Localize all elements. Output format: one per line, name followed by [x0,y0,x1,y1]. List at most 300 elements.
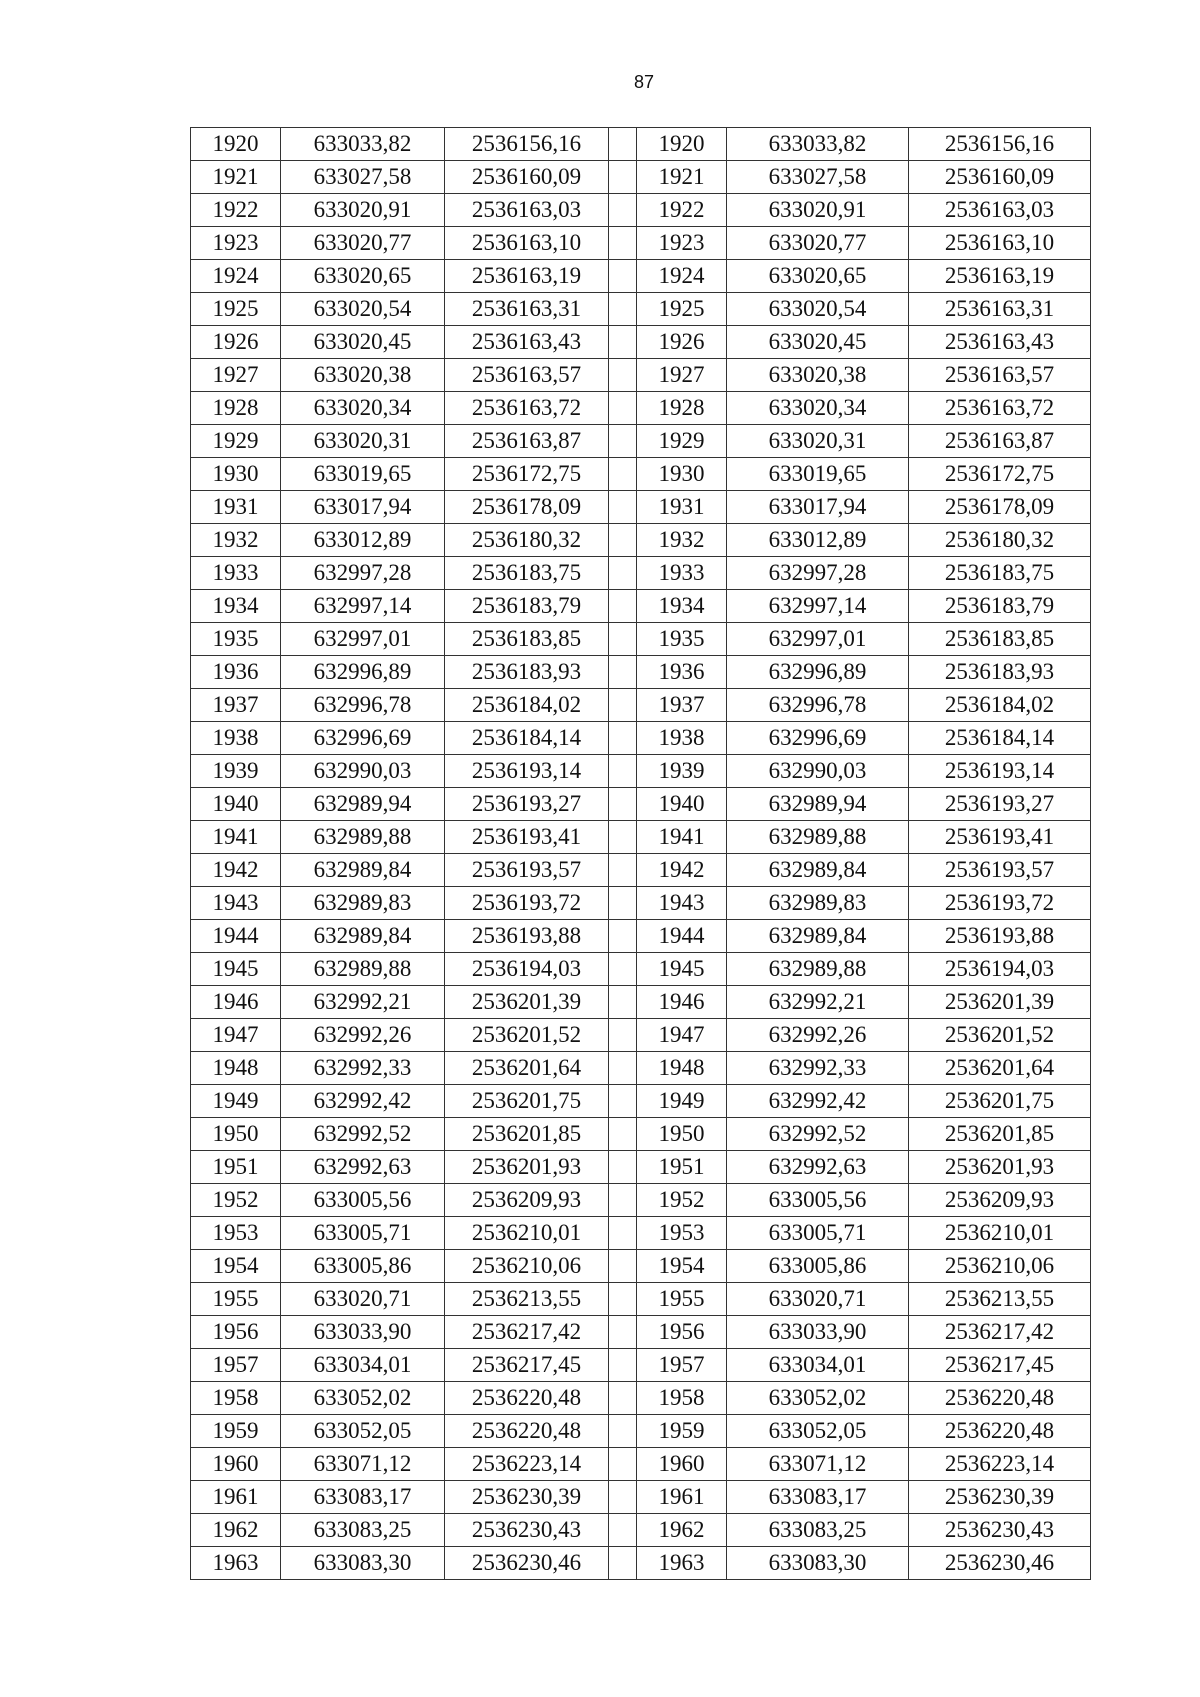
y-coordinate-cell-duplicate: 2536194,03 [909,953,1091,986]
table-row [191,656,1091,689]
x-coordinate-cell: 633052,02 [281,1382,445,1415]
y-coordinate-cell-duplicate: 2536184,02 [909,689,1091,722]
y-coordinate-cell-duplicate: 2536193,57 [909,854,1091,887]
x-coordinate-cell: 633017,94 [281,491,445,524]
table-row [191,821,1091,854]
x-coordinate-cell: 633020,38 [281,359,445,392]
table-row [191,1052,1091,1085]
empty-separator-cell [609,1118,637,1151]
y-coordinate-cell: 2536223,14 [445,1448,609,1481]
y-coordinate-cell: 2536201,85 [445,1118,609,1151]
y-coordinate-cell: 2536180,32 [445,524,609,557]
empty-separator-cell [609,326,637,359]
x-coordinate-cell: 633005,56 [281,1184,445,1217]
x-coordinate-cell-duplicate: 633012,89 [727,524,909,557]
point-number-cell: 1920 [191,128,281,161]
point-number-cell: 1941 [191,821,281,854]
table-row [191,1184,1091,1217]
y-coordinate-cell-duplicate: 2536163,31 [909,293,1091,326]
table-row [191,1151,1091,1184]
x-coordinate-cell-duplicate: 633020,71 [727,1283,909,1316]
x-coordinate-cell: 632989,84 [281,854,445,887]
x-coordinate-cell-duplicate: 632992,63 [727,1151,909,1184]
empty-separator-cell [609,392,637,425]
point-number-cell: 1962 [191,1514,281,1547]
empty-separator-cell [609,1151,637,1184]
x-coordinate-cell-duplicate: 633083,25 [727,1514,909,1547]
table-row [191,887,1091,920]
empty-separator-cell [609,986,637,1019]
y-coordinate-cell-duplicate: 2536209,93 [909,1184,1091,1217]
table-row [191,491,1091,524]
point-number-cell-duplicate: 1953 [637,1217,727,1250]
y-coordinate-cell: 2536209,93 [445,1184,609,1217]
point-number-cell: 1953 [191,1217,281,1250]
empty-separator-cell [609,821,637,854]
point-number-cell: 1923 [191,227,281,260]
point-number-cell: 1934 [191,590,281,623]
empty-separator-cell [609,623,637,656]
y-coordinate-cell-duplicate: 2536172,75 [909,458,1091,491]
table-row [191,260,1091,293]
table-row [191,1481,1091,1514]
y-coordinate-cell: 2536163,19 [445,260,609,293]
x-coordinate-cell: 633020,65 [281,260,445,293]
point-number-cell: 1931 [191,491,281,524]
y-coordinate-cell-duplicate: 2536201,85 [909,1118,1091,1151]
y-coordinate-cell: 2536220,48 [445,1382,609,1415]
point-number-cell: 1959 [191,1415,281,1448]
x-coordinate-cell: 633005,71 [281,1217,445,1250]
table-row [191,1217,1091,1250]
y-coordinate-cell: 2536230,43 [445,1514,609,1547]
y-coordinate-cell: 2536193,41 [445,821,609,854]
table-row [191,1415,1091,1448]
y-coordinate-cell: 2536163,10 [445,227,609,260]
point-number-cell: 1950 [191,1118,281,1151]
point-number-cell: 1952 [191,1184,281,1217]
empty-separator-cell [609,1316,637,1349]
x-coordinate-cell-duplicate: 632996,89 [727,656,909,689]
x-coordinate-cell: 633020,77 [281,227,445,260]
point-number-cell: 1943 [191,887,281,920]
point-number-cell: 1957 [191,1349,281,1382]
point-number-cell: 1956 [191,1316,281,1349]
x-coordinate-cell: 633083,25 [281,1514,445,1547]
table-row [191,1349,1091,1382]
coordinates-table-body [191,128,1091,1580]
x-coordinate-cell: 633083,17 [281,1481,445,1514]
x-coordinate-cell-duplicate: 632989,88 [727,821,909,854]
point-number-cell: 1933 [191,557,281,590]
empty-separator-cell [609,590,637,623]
y-coordinate-cell-duplicate: 2536163,43 [909,326,1091,359]
point-number-cell: 1928 [191,392,281,425]
x-coordinate-cell-duplicate: 632997,01 [727,623,909,656]
y-coordinate-cell-duplicate: 2536217,42 [909,1316,1091,1349]
y-coordinate-cell-duplicate: 2536163,10 [909,227,1091,260]
point-number-cell: 1942 [191,854,281,887]
empty-separator-cell [609,1547,637,1580]
empty-separator-cell [609,1184,637,1217]
y-coordinate-cell: 2536183,75 [445,557,609,590]
y-coordinate-cell-duplicate: 2536184,14 [909,722,1091,755]
point-number-cell: 1963 [191,1547,281,1580]
point-number-cell: 1939 [191,755,281,788]
y-coordinate-cell: 2536172,75 [445,458,609,491]
y-coordinate-cell: 2536193,72 [445,887,609,920]
y-coordinate-cell-duplicate: 2536220,48 [909,1415,1091,1448]
x-coordinate-cell: 633083,30 [281,1547,445,1580]
table-row [191,227,1091,260]
x-coordinate-cell-duplicate: 632992,52 [727,1118,909,1151]
y-coordinate-cell-duplicate: 2536201,39 [909,986,1091,1019]
y-coordinate-cell: 2536163,03 [445,194,609,227]
table-row [191,161,1091,194]
point-number-cell-duplicate: 1938 [637,722,727,755]
empty-separator-cell [609,1415,637,1448]
point-number-cell: 1936 [191,656,281,689]
y-coordinate-cell: 2536163,72 [445,392,609,425]
point-number-cell-duplicate: 1939 [637,755,727,788]
point-number-cell-duplicate: 1927 [637,359,727,392]
point-number-cell-duplicate: 1945 [637,953,727,986]
table-row [191,1118,1091,1151]
point-number-cell-duplicate: 1961 [637,1481,727,1514]
empty-separator-cell [609,128,637,161]
point-number-cell-duplicate: 1949 [637,1085,727,1118]
y-coordinate-cell: 2536178,09 [445,491,609,524]
empty-separator-cell [609,1052,637,1085]
y-coordinate-cell: 2536230,39 [445,1481,609,1514]
y-coordinate-cell-duplicate: 2536201,75 [909,1085,1091,1118]
empty-separator-cell [609,458,637,491]
y-coordinate-cell: 2536193,27 [445,788,609,821]
point-number-cell: 1961 [191,1481,281,1514]
x-coordinate-cell-duplicate: 632996,69 [727,722,909,755]
table-row [191,1019,1091,1052]
x-coordinate-cell: 633020,31 [281,425,445,458]
y-coordinate-cell-duplicate: 2536223,14 [909,1448,1091,1481]
x-coordinate-cell: 632997,28 [281,557,445,590]
point-number-cell-duplicate: 1936 [637,656,727,689]
empty-separator-cell [609,194,637,227]
y-coordinate-cell: 2536201,64 [445,1052,609,1085]
point-number-cell: 1960 [191,1448,281,1481]
x-coordinate-cell: 633071,12 [281,1448,445,1481]
point-number-cell: 1930 [191,458,281,491]
point-number-cell-duplicate: 1929 [637,425,727,458]
x-coordinate-cell: 633005,86 [281,1250,445,1283]
empty-separator-cell [609,260,637,293]
y-coordinate-cell-duplicate: 2536210,01 [909,1217,1091,1250]
x-coordinate-cell: 632989,94 [281,788,445,821]
x-coordinate-cell-duplicate: 632990,03 [727,755,909,788]
point-number-cell-duplicate: 1944 [637,920,727,953]
y-coordinate-cell-duplicate: 2536193,27 [909,788,1091,821]
empty-separator-cell [609,722,637,755]
point-number-cell-duplicate: 1940 [637,788,727,821]
point-number-cell-duplicate: 1924 [637,260,727,293]
point-number-cell-duplicate: 1928 [637,392,727,425]
point-number-cell-duplicate: 1959 [637,1415,727,1448]
empty-separator-cell [609,1283,637,1316]
y-coordinate-cell: 2536193,14 [445,755,609,788]
y-coordinate-cell-duplicate: 2536183,75 [909,557,1091,590]
point-number-cell-duplicate: 1957 [637,1349,727,1382]
x-coordinate-cell-duplicate: 633071,12 [727,1448,909,1481]
y-coordinate-cell-duplicate: 2536220,48 [909,1382,1091,1415]
y-coordinate-cell: 2536163,57 [445,359,609,392]
table-row [191,1085,1091,1118]
x-coordinate-cell: 633020,45 [281,326,445,359]
point-number-cell-duplicate: 1926 [637,326,727,359]
x-coordinate-cell-duplicate: 633020,34 [727,392,909,425]
y-coordinate-cell-duplicate: 2536156,16 [909,128,1091,161]
table-row [191,458,1091,491]
point-number-cell-duplicate: 1946 [637,986,727,1019]
x-coordinate-cell-duplicate: 632992,21 [727,986,909,1019]
x-coordinate-cell: 632992,42 [281,1085,445,1118]
point-number-cell: 1929 [191,425,281,458]
x-coordinate-cell: 633019,65 [281,458,445,491]
point-number-cell: 1947 [191,1019,281,1052]
point-number-cell: 1935 [191,623,281,656]
y-coordinate-cell-duplicate: 2536183,85 [909,623,1091,656]
empty-separator-cell [609,359,637,392]
y-coordinate-cell-duplicate: 2536183,79 [909,590,1091,623]
y-coordinate-cell-duplicate: 2536178,09 [909,491,1091,524]
x-coordinate-cell: 632992,26 [281,1019,445,1052]
point-number-cell-duplicate: 1921 [637,161,727,194]
y-coordinate-cell-duplicate: 2536163,72 [909,392,1091,425]
x-coordinate-cell-duplicate: 632997,28 [727,557,909,590]
empty-separator-cell [609,656,637,689]
x-coordinate-cell-duplicate: 633020,45 [727,326,909,359]
x-coordinate-cell-duplicate: 633034,01 [727,1349,909,1382]
x-coordinate-cell: 633033,82 [281,128,445,161]
x-coordinate-cell-duplicate: 633052,05 [727,1415,909,1448]
point-number-cell-duplicate: 1963 [637,1547,727,1580]
point-number-cell: 1946 [191,986,281,1019]
x-coordinate-cell: 633034,01 [281,1349,445,1382]
point-number-cell-duplicate: 1931 [637,491,727,524]
y-coordinate-cell: 2536220,48 [445,1415,609,1448]
y-coordinate-cell-duplicate: 2536213,55 [909,1283,1091,1316]
point-number-cell-duplicate: 1935 [637,623,727,656]
empty-separator-cell [609,854,637,887]
point-number-cell-duplicate: 1956 [637,1316,727,1349]
point-number-cell-duplicate: 1934 [637,590,727,623]
x-coordinate-cell-duplicate: 632992,26 [727,1019,909,1052]
x-coordinate-cell-duplicate: 633005,56 [727,1184,909,1217]
point-number-cell-duplicate: 1962 [637,1514,727,1547]
empty-separator-cell [609,1085,637,1118]
table-row [191,854,1091,887]
x-coordinate-cell: 632992,52 [281,1118,445,1151]
x-coordinate-cell: 632992,21 [281,986,445,1019]
y-coordinate-cell-duplicate: 2536230,46 [909,1547,1091,1580]
point-number-cell: 1921 [191,161,281,194]
y-coordinate-cell-duplicate: 2536230,39 [909,1481,1091,1514]
table-row [191,920,1091,953]
x-coordinate-cell-duplicate: 633020,77 [727,227,909,260]
x-coordinate-cell: 633052,05 [281,1415,445,1448]
empty-separator-cell [609,1250,637,1283]
y-coordinate-cell: 2536230,46 [445,1547,609,1580]
page-number: 87 [633,72,655,92]
x-coordinate-cell: 633033,90 [281,1316,445,1349]
point-number-cell-duplicate: 1925 [637,293,727,326]
point-number-cell-duplicate: 1954 [637,1250,727,1283]
x-coordinate-cell: 632996,69 [281,722,445,755]
table-row [191,755,1091,788]
y-coordinate-cell: 2536201,52 [445,1019,609,1052]
y-coordinate-cell: 2536193,57 [445,854,609,887]
point-number-cell-duplicate: 1950 [637,1118,727,1151]
x-coordinate-cell-duplicate: 633005,71 [727,1217,909,1250]
x-coordinate-cell-duplicate: 633020,91 [727,194,909,227]
point-number-cell-duplicate: 1952 [637,1184,727,1217]
table-row [191,359,1091,392]
x-coordinate-cell: 633020,54 [281,293,445,326]
empty-separator-cell [609,425,637,458]
y-coordinate-cell-duplicate: 2536163,03 [909,194,1091,227]
table-row [191,1316,1091,1349]
empty-separator-cell [609,1349,637,1382]
x-coordinate-cell-duplicate: 632997,14 [727,590,909,623]
point-number-cell: 1945 [191,953,281,986]
x-coordinate-cell: 633027,58 [281,161,445,194]
y-coordinate-cell-duplicate: 2536193,72 [909,887,1091,920]
x-coordinate-cell: 633020,71 [281,1283,445,1316]
x-coordinate-cell-duplicate: 632996,78 [727,689,909,722]
table-row [191,524,1091,557]
y-coordinate-cell: 2536156,16 [445,128,609,161]
empty-separator-cell [609,1448,637,1481]
y-coordinate-cell: 2536163,43 [445,326,609,359]
point-number-cell-duplicate: 1951 [637,1151,727,1184]
y-coordinate-cell: 2536201,93 [445,1151,609,1184]
point-number-cell-duplicate: 1958 [637,1382,727,1415]
x-coordinate-cell-duplicate: 633052,02 [727,1382,909,1415]
y-coordinate-cell-duplicate: 2536217,45 [909,1349,1091,1382]
y-coordinate-cell-duplicate: 2536210,06 [909,1250,1091,1283]
table-row [191,1250,1091,1283]
point-number-cell-duplicate: 1937 [637,689,727,722]
y-coordinate-cell: 2536163,31 [445,293,609,326]
x-coordinate-cell-duplicate: 632989,83 [727,887,909,920]
y-coordinate-cell: 2536183,85 [445,623,609,656]
x-coordinate-cell-duplicate: 633083,30 [727,1547,909,1580]
table-row [191,293,1091,326]
x-coordinate-cell-duplicate: 633033,90 [727,1316,909,1349]
y-coordinate-cell: 2536193,88 [445,920,609,953]
y-coordinate-cell-duplicate: 2536163,87 [909,425,1091,458]
x-coordinate-cell-duplicate: 632992,33 [727,1052,909,1085]
empty-separator-cell [609,524,637,557]
y-coordinate-cell-duplicate: 2536201,52 [909,1019,1091,1052]
x-coordinate-cell: 632990,03 [281,755,445,788]
y-coordinate-cell: 2536201,39 [445,986,609,1019]
x-coordinate-cell-duplicate: 633020,31 [727,425,909,458]
y-coordinate-cell: 2536217,45 [445,1349,609,1382]
point-number-cell-duplicate: 1942 [637,854,727,887]
y-coordinate-cell: 2536184,14 [445,722,609,755]
table-row [191,689,1091,722]
y-coordinate-cell: 2536217,42 [445,1316,609,1349]
y-coordinate-cell: 2536213,55 [445,1283,609,1316]
empty-separator-cell [609,293,637,326]
y-coordinate-cell: 2536210,01 [445,1217,609,1250]
y-coordinate-cell-duplicate: 2536193,41 [909,821,1091,854]
table-row [191,1448,1091,1481]
table-row [191,557,1091,590]
y-coordinate-cell-duplicate: 2536201,64 [909,1052,1091,1085]
y-coordinate-cell-duplicate: 2536230,43 [909,1514,1091,1547]
point-number-cell: 1927 [191,359,281,392]
point-number-cell: 1937 [191,689,281,722]
empty-separator-cell [609,557,637,590]
table-row [191,722,1091,755]
table-row [191,1514,1091,1547]
table-row [191,1547,1091,1580]
x-coordinate-cell-duplicate: 633020,54 [727,293,909,326]
x-coordinate-cell-duplicate: 632989,84 [727,920,909,953]
y-coordinate-cell: 2536183,93 [445,656,609,689]
table-row [191,128,1091,161]
y-coordinate-cell: 2536163,87 [445,425,609,458]
point-number-cell: 1944 [191,920,281,953]
x-coordinate-cell-duplicate: 633020,38 [727,359,909,392]
point-number-cell-duplicate: 1930 [637,458,727,491]
point-number-cell-duplicate: 1932 [637,524,727,557]
point-number-cell-duplicate: 1948 [637,1052,727,1085]
empty-separator-cell [609,689,637,722]
y-coordinate-cell-duplicate: 2536160,09 [909,161,1091,194]
x-coordinate-cell-duplicate: 632992,42 [727,1085,909,1118]
point-number-cell-duplicate: 1933 [637,557,727,590]
point-number-cell: 1948 [191,1052,281,1085]
x-coordinate-cell: 632997,14 [281,590,445,623]
table-row [191,326,1091,359]
empty-separator-cell [609,887,637,920]
empty-separator-cell [609,1481,637,1514]
point-number-cell: 1924 [191,260,281,293]
x-coordinate-cell: 632997,01 [281,623,445,656]
x-coordinate-cell-duplicate: 633020,65 [727,260,909,293]
y-coordinate-cell-duplicate: 2536193,14 [909,755,1091,788]
point-number-cell: 1932 [191,524,281,557]
table-row [191,788,1091,821]
empty-separator-cell [609,1514,637,1547]
empty-separator-cell [609,755,637,788]
x-coordinate-cell: 632989,83 [281,887,445,920]
y-coordinate-cell: 2536183,79 [445,590,609,623]
empty-separator-cell [609,1217,637,1250]
y-coordinate-cell: 2536201,75 [445,1085,609,1118]
table-row [191,1382,1091,1415]
table-row [191,425,1091,458]
y-coordinate-cell: 2536194,03 [445,953,609,986]
point-number-cell-duplicate: 1923 [637,227,727,260]
y-coordinate-cell-duplicate: 2536163,57 [909,359,1091,392]
table-row [191,194,1091,227]
x-coordinate-cell: 633020,34 [281,392,445,425]
y-coordinate-cell: 2536184,02 [445,689,609,722]
y-coordinate-cell: 2536210,06 [445,1250,609,1283]
table-row [191,986,1091,1019]
